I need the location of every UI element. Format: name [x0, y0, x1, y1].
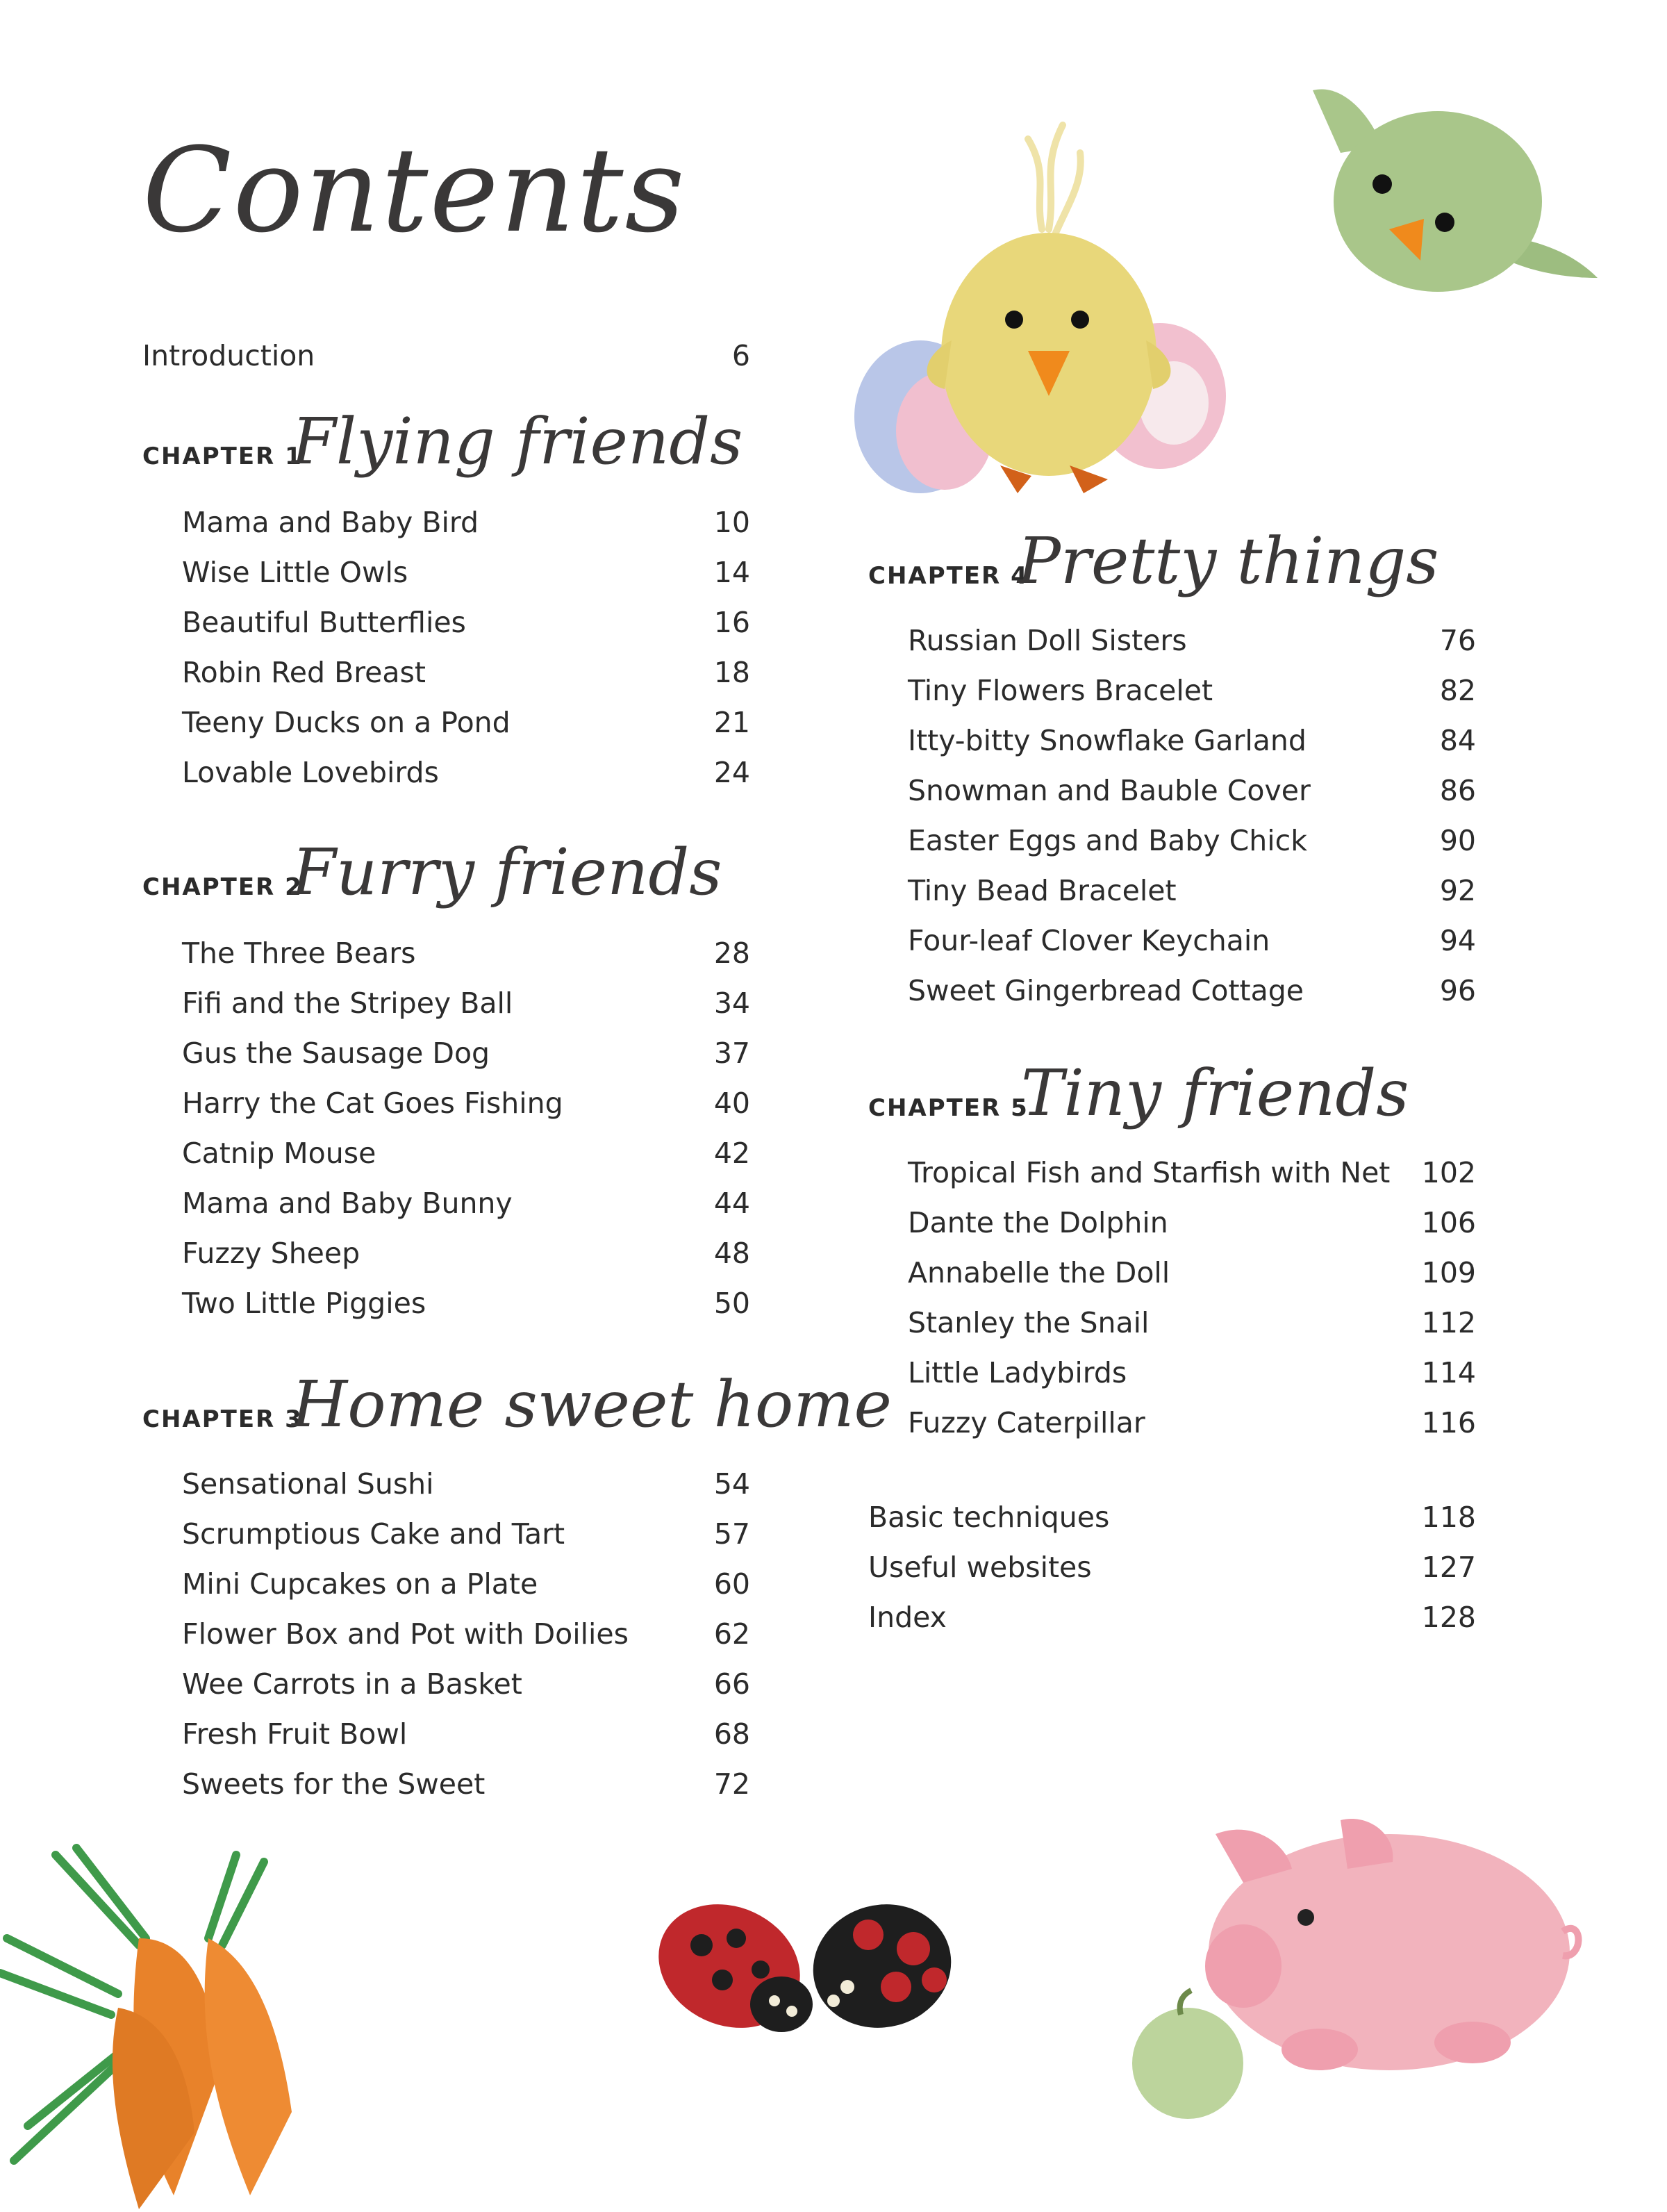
toc-entry[interactable]: Robin Red Breast	[182, 656, 426, 689]
crochet-carrots-illustration	[0, 1834, 347, 2212]
toc-entry[interactable]: Stanley the Snail	[908, 1306, 1150, 1339]
toc-page: 50	[713, 1287, 750, 1320]
chapter-2-label: CHAPTER 2	[142, 873, 303, 901]
toc-page: 68	[713, 1717, 750, 1751]
toc-page: 28	[713, 936, 750, 970]
toc-entry[interactable]: Lovable Lovebirds	[182, 756, 439, 789]
toc-page: 37	[713, 1037, 750, 1070]
toc-page: 82	[1439, 674, 1476, 707]
toc-entry-useful-websites[interactable]: Useful websites	[868, 1551, 1092, 1584]
toc-page: 10	[713, 506, 750, 539]
toc-page: 16	[713, 606, 750, 639]
apple	[1132, 1990, 1243, 2119]
toc-entry[interactable]: Dante the Dolphin	[908, 1206, 1168, 1239]
toc-entry[interactable]: Beautiful Butterflies	[182, 606, 466, 639]
toc-page: 86	[1439, 774, 1476, 807]
chapter-5-label: CHAPTER 5	[868, 1094, 1029, 1122]
chapter-3-title: Home sweet home	[292, 1367, 892, 1442]
toc-entry[interactable]: Gus the Sausage Dog	[182, 1037, 490, 1070]
toc-page: 109	[1421, 1256, 1476, 1289]
toc-entry[interactable]: Tiny Flowers Bracelet	[908, 674, 1213, 707]
page-title: Contents	[142, 122, 686, 258]
toc-entry[interactable]: Scrumptious Cake and Tart	[182, 1517, 565, 1551]
toc-entry[interactable]: Annabelle the Doll	[908, 1256, 1170, 1289]
toc-page-introduction: 6	[731, 339, 750, 372]
toc-entry[interactable]: The Three Bears	[182, 936, 416, 970]
toc-page: 18	[713, 656, 750, 689]
toc-entry[interactable]: Itty-bitty Snowflake Garland	[908, 724, 1307, 757]
crochet-ladybirds-illustration	[646, 1883, 979, 2056]
toc-entry[interactable]: Mama and Baby Bunny	[182, 1187, 513, 1220]
chapter-2-title: Furry friends	[292, 835, 722, 909]
toc-page: 34	[713, 987, 750, 1020]
toc-page: 96	[1439, 974, 1476, 1007]
toc-page: 24	[713, 756, 750, 789]
toc-page: 57	[713, 1517, 750, 1551]
toc-page: 102	[1421, 1156, 1476, 1189]
toc-entry[interactable]: Tropical Fish and Starfish with Net	[908, 1156, 1391, 1189]
carrot	[205, 1938, 292, 2195]
toc-entry[interactable]: Easter Eggs and Baby Chick	[908, 824, 1307, 857]
toc-entry[interactable]: Fuzzy Sheep	[182, 1237, 360, 1270]
chapter-4-title: Pretty things	[1018, 524, 1439, 598]
chick-tuft	[1028, 125, 1081, 233]
toc-page: 62	[713, 1617, 750, 1651]
toc-page: 72	[713, 1767, 750, 1801]
crochet-pig-illustration	[1111, 1806, 1584, 2195]
toc-page: 14	[713, 556, 750, 589]
toc-page: 66	[713, 1667, 750, 1701]
toc-entry[interactable]: Two Little Piggies	[182, 1287, 426, 1320]
toc-page: 84	[1439, 724, 1476, 757]
toc-entry-index[interactable]: Index	[868, 1601, 947, 1634]
chapter-1-label: CHAPTER 1	[142, 443, 303, 470]
toc-entry[interactable]: Teeny Ducks on a Pond	[182, 706, 511, 739]
toc-entry[interactable]: Harry the Cat Goes Fishing	[182, 1087, 563, 1120]
toc-entry[interactable]: Fuzzy Caterpillar	[908, 1406, 1145, 1439]
chapter-4-label: CHAPTER 4	[868, 562, 1029, 590]
toc-page: 116	[1421, 1406, 1476, 1439]
ladybird	[799, 1889, 965, 2043]
toc-page: 54	[713, 1467, 750, 1501]
toc-page: 48	[713, 1237, 750, 1270]
toc-entry[interactable]: Four-leaf Clover Keychain	[908, 924, 1270, 957]
toc-page: 118	[1421, 1501, 1476, 1534]
toc-entry[interactable]: Mama and Baby Bird	[182, 506, 479, 539]
toc-entry[interactable]: Sweets for the Sweet	[182, 1767, 486, 1801]
toc-page: 42	[713, 1137, 750, 1170]
toc-entry[interactable]: Snowman and Bauble Cover	[908, 774, 1311, 807]
toc-page: 90	[1439, 824, 1476, 857]
chapter-5-title: Tiny friends	[1021, 1056, 1409, 1130]
toc-entry[interactable]: Catnip Mouse	[182, 1137, 376, 1170]
toc-page: 60	[713, 1567, 750, 1601]
toc-page: 94	[1439, 924, 1476, 957]
toc-entry[interactable]: Tiny Bead Bracelet	[908, 874, 1177, 907]
toc-page: 92	[1439, 874, 1476, 907]
toc-page: 106	[1421, 1206, 1476, 1239]
crochet-chick-illustration	[840, 90, 1229, 507]
toc-page: 44	[713, 1187, 750, 1220]
toc-page: 127	[1421, 1551, 1476, 1584]
chapter-3-label: CHAPTER 3	[142, 1405, 303, 1433]
toc-entry-basic-techniques[interactable]: Basic techniques	[868, 1501, 1110, 1534]
toc-entry[interactable]: Wise Little Owls	[182, 556, 408, 589]
toc-entry[interactable]: Fifi and the Stripey Ball	[182, 987, 513, 1020]
toc-entry[interactable]: Sweet Gingerbread Cottage	[908, 974, 1304, 1007]
toc-entry[interactable]: Wee Carrots in a Basket	[182, 1667, 522, 1701]
ladybird	[638, 1882, 820, 2051]
toc-page: 76	[1439, 624, 1476, 657]
toc-entry[interactable]: Flower Box and Pot with Doilies	[182, 1617, 629, 1651]
crochet-green-bird-illustration	[1299, 69, 1604, 306]
toc-entry[interactable]: Fresh Fruit Bowl	[182, 1717, 408, 1751]
bird-body	[1334, 111, 1542, 292]
toc-entry[interactable]: Little Ladybirds	[908, 1356, 1127, 1389]
toc-page: 40	[713, 1087, 750, 1120]
toc-entry[interactable]: Russian Doll Sisters	[908, 624, 1187, 657]
toc-page: 21	[713, 706, 750, 739]
toc-entry[interactable]: Sensational Sushi	[182, 1467, 434, 1501]
toc-entry-introduction[interactable]: Introduction	[142, 339, 315, 372]
chapter-1-title: Flying friends	[292, 404, 743, 479]
toc-page: 114	[1421, 1356, 1476, 1389]
toc-page: 128	[1421, 1601, 1476, 1634]
toc-page: 112	[1421, 1306, 1476, 1339]
toc-entry[interactable]: Mini Cupcakes on a Plate	[182, 1567, 538, 1601]
